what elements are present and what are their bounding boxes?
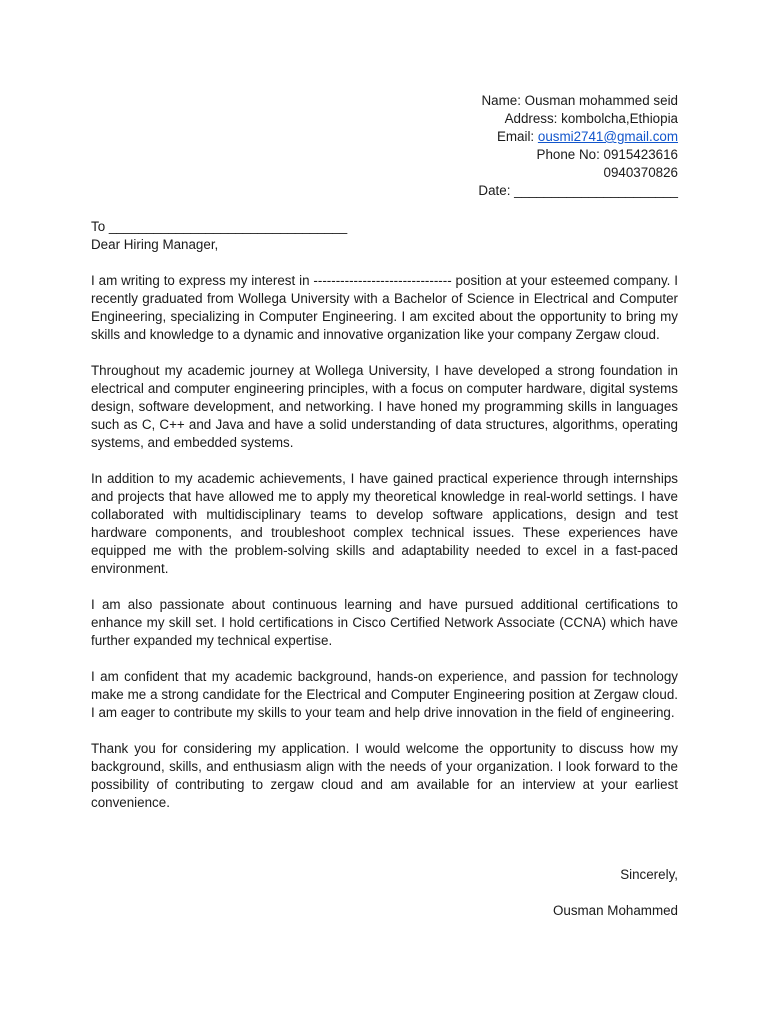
paragraph-thanks: Thank you for considering my application. I would welcome the opportunity to discuss how my background, skills, and enthusiasm align with the needs of your organization. I look forward to the possibility of contributing to zergaw cloud and am available for an interview at your earliest convenience. [91,741,678,810]
email-link[interactable]: ousmi2741@gmail.com [537,129,678,144]
paragraph-intro: I am writing to express my interest in ------------------------------- position at your esteemed company. I recently graduated from Wollega University with a Bachelor of Science in Electrical and Computer Engineering, specializing in Computer Engineering. I am excited about the opportunity to bring my skills and knowledge to a dynamic and innovative organization like your company Zergaw cloud. [91,273,678,342]
letter-body [91,218,678,812]
sender-phone-2: 0940370826 [603,165,678,180]
email-label: Email: [496,129,538,144]
sender-name: Name: Ousman mohammed seid [481,93,678,108]
sender-phone: Phone No: 0915423616 [536,147,678,162]
salutation: Dear Hiring Manager, [91,237,219,252]
recipient-line: To ________________________________ [91,219,348,234]
paragraph-academic: Throughout my academic journey at Wollega University, I have developed a strong foundation in electrical and computer engineering principles, with a focus on computer hardware, digital systems design, software development, and networking. I have honed my programming skills in languages such as C, C++ and Java and have a solid understanding of data structures, algorithms, operating systems, and embedded systems. [91,363,678,450]
paragraph-certifications: I am also passionate about continuous learning and have pursued additional certifications to enhance my skill set. I hold certifications in Cisco Certified Network Associate (CCNA) which have further expanded my technical expertise. [91,597,678,648]
letter-date: Date: ______________________ [478,183,678,198]
sender-address: Address: kombolcha,Ethiopia [504,111,678,126]
sender-info [258,92,678,200]
paragraph-experience: In addition to my academic achievements, I have gained practical experience through internships and projects that have allowed me to apply my theoretical knowledge in real-world settings. I have collaborated with multidisciplinary teams to develop software applications, design and test hardware components, and troubleshoot complex technical issues. These experiences have equipped me with the problem-solving skills and adaptability needed to excel in a fast-paced environment. [91,471,678,576]
sender-email [258,128,678,146]
valediction: Sincerely, [620,867,678,882]
paragraph-confidence: I am confident that my academic background, hands-on experience, and passion for technology make me a strong candidate for the Electrical and Computer Engineering position at Zergaw cloud. I am eager to contribute my skills to your team and help drive innovation in the field of engineering. [91,669,678,720]
signature-name: Ousman Mohammed [552,903,678,918]
spacer [91,254,678,272]
